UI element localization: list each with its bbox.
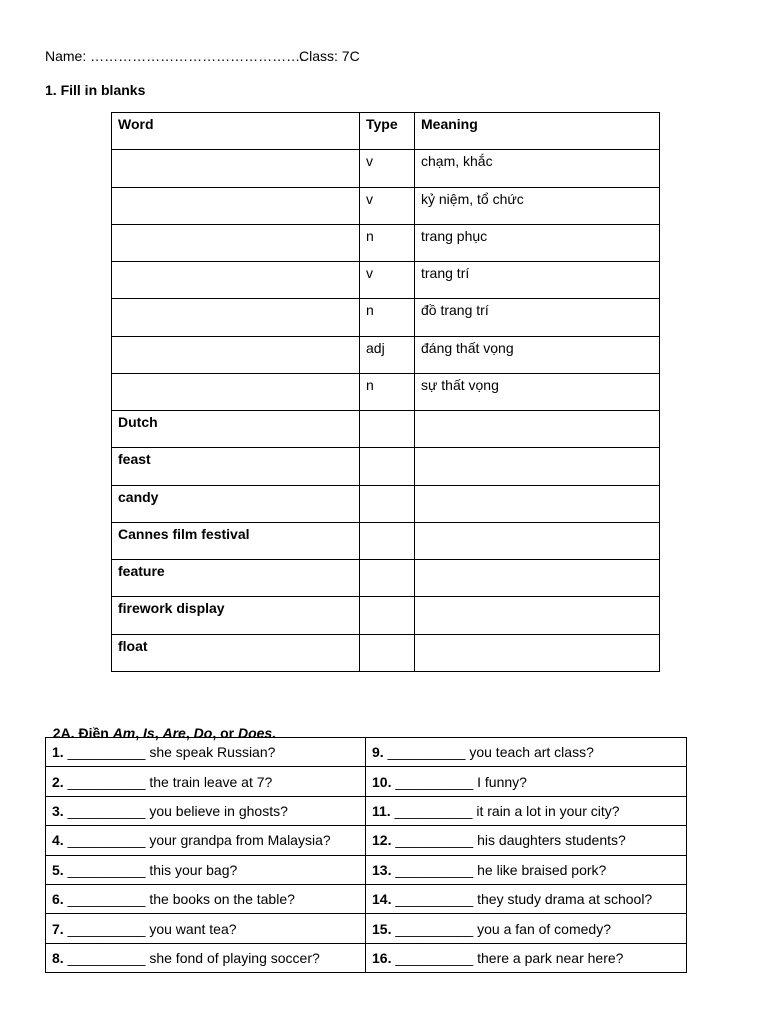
question-number: 5. [52,861,64,878]
question-number: 12. [372,832,392,849]
fill-in-table [45,737,687,973]
cell-type: v [360,150,415,187]
answer-blank[interactable]: __________ [394,802,473,819]
blank-word-cell[interactable] [112,336,360,373]
answer-blank[interactable]: __________ [67,802,146,819]
question-number: 4. [52,832,64,849]
question-text: they study drama at school? [473,891,653,908]
question-number: 14. [372,891,392,908]
cell-meaning: kỷ niệm, tổ chức [415,187,660,224]
question-item [46,767,366,796]
cell-meaning: trang trí [415,262,660,299]
question-item [366,796,687,825]
name-field[interactable]: Name: ………………………………………. [45,48,305,64]
blank-meaning-cell[interactable] [415,597,660,634]
question-number: 15. [372,920,392,937]
table-row [112,522,660,559]
blank-word-cell[interactable] [112,262,360,299]
answer-blank[interactable]: __________ [67,861,146,878]
title-separator: , or [212,725,238,741]
blank-type-cell[interactable] [360,634,415,671]
blank-type-cell[interactable] [360,560,415,597]
table-row [112,262,660,299]
answer-blank[interactable]: __________ [395,891,474,908]
answer-blank[interactable]: __________ [395,832,474,849]
answer-blank[interactable]: __________ [395,920,474,937]
blank-word-cell[interactable] [112,373,360,410]
question-item [366,884,687,913]
table-row [112,485,660,522]
question-number: 8. [52,949,64,966]
cell-word: float [112,634,360,671]
blank-meaning-cell[interactable] [415,522,660,559]
title-separator: , [154,725,163,741]
question-item [366,914,687,943]
title-keyword: Do [193,725,213,741]
question-row [46,767,687,796]
question-number: 10. [372,773,392,790]
cell-type: n [360,373,415,410]
answer-blank[interactable]: __________ [395,861,474,878]
table-row [112,411,660,448]
question-number: 13. [372,861,392,878]
blank-type-cell[interactable] [360,411,415,448]
answer-blank[interactable]: __________ [67,832,146,849]
table-row [112,187,660,224]
question-text: you believe in ghosts? [145,802,288,819]
question-number: 9. [372,744,384,761]
header-word: Word [112,113,360,150]
question-item [366,738,687,767]
cell-meaning: sự thất vọng [415,373,660,410]
table-row [112,560,660,597]
question-number: 2. [52,773,64,790]
cell-type: n [360,299,415,336]
question-row [46,826,687,855]
question-row [46,796,687,825]
answer-blank[interactable]: __________ [67,891,146,908]
question-text: I funny? [473,773,527,790]
question-number: 11. [372,802,391,819]
blank-meaning-cell[interactable] [415,448,660,485]
blank-meaning-cell[interactable] [415,560,660,597]
blank-word-cell[interactable] [112,187,360,224]
table-row [112,224,660,261]
table-row [112,150,660,187]
header-type: Type [360,113,415,150]
answer-blank[interactable]: __________ [395,773,474,790]
answer-blank[interactable]: __________ [67,744,146,761]
section-2-title-prefix: 2A. Điền [52,725,113,741]
title-keyword: Does. [237,725,277,741]
question-number: 16. [372,949,392,966]
question-row [46,884,687,913]
question-text: you a fan of comedy? [473,920,611,937]
blank-type-cell[interactable] [360,522,415,559]
table-row [112,597,660,634]
title-keyword: Is [143,725,155,741]
cell-word: candy [112,485,360,522]
question-row [46,855,687,884]
answer-blank[interactable]: __________ [67,949,146,966]
cell-word: feast [112,448,360,485]
question-number: 3. [52,802,64,819]
question-text: this your bag? [145,861,238,878]
question-item [46,826,366,855]
cell-type: v [360,187,415,224]
cell-meaning: trang phục [415,224,660,261]
question-item [46,884,366,913]
question-item [366,943,687,972]
table-row [112,299,660,336]
question-item [46,943,366,972]
cell-meaning: chạm, khắc [415,150,660,187]
question-text: you teach art class? [465,744,594,761]
question-text: she fond of playing soccer? [145,949,320,966]
cell-type: adj [360,336,415,373]
question-text: his daughters students? [473,832,626,849]
question-item [46,914,366,943]
blank-word-cell[interactable] [112,150,360,187]
table-row [112,336,660,373]
cell-word: firework display [112,597,360,634]
blank-type-cell[interactable] [360,448,415,485]
table-row [112,634,660,671]
question-item [46,796,366,825]
question-text: the books on the table? [145,891,295,908]
cell-type: v [360,262,415,299]
blank-type-cell[interactable] [360,597,415,634]
answer-blank[interactable]: __________ [387,744,466,761]
title-keyword: Am [112,725,136,741]
blank-meaning-cell[interactable] [415,634,660,671]
answer-blank[interactable]: __________ [67,773,146,790]
question-text: she speak Russian? [145,744,276,761]
table-row [112,373,660,410]
blank-word-cell[interactable] [112,299,360,336]
section-1-title: 1. Fill in blanks [45,82,146,98]
table-row [112,448,660,485]
question-item [46,855,366,884]
answer-blank[interactable]: __________ [395,949,474,966]
question-number: 6. [52,891,64,908]
blank-type-cell[interactable] [360,485,415,522]
title-keyword: Are [162,725,186,741]
question-text: there a park near here? [473,949,624,966]
question-text: the train leave at 7? [145,773,273,790]
question-item [366,855,687,884]
class-label: Class: 7C [299,48,360,64]
cell-meaning: đồ trang trí [415,299,660,336]
title-separator: , [135,725,144,741]
vocabulary-table [111,112,660,672]
table-header-row [112,113,660,150]
header-meaning: Meaning [415,113,660,150]
blank-meaning-cell[interactable] [415,485,660,522]
question-text: it rain a lot in your city? [472,802,620,819]
question-row [46,914,687,943]
question-number: 1. [52,744,64,761]
cell-word: Dutch [112,411,360,448]
blank-meaning-cell[interactable] [415,411,660,448]
question-text: you want tea? [145,920,237,937]
question-text: he like braised pork? [473,861,607,878]
question-item [366,826,687,855]
title-separator: , [185,725,194,741]
cell-word: feature [112,560,360,597]
question-row [46,738,687,767]
question-row [46,943,687,972]
question-text: your grandpa from Malaysia? [145,832,331,849]
question-item [46,738,366,767]
answer-blank[interactable]: __________ [67,920,146,937]
blank-word-cell[interactable] [112,224,360,261]
question-item [366,767,687,796]
question-number: 7. [52,920,64,937]
cell-type: n [360,224,415,261]
cell-meaning: đáng thất vọng [415,336,660,373]
cell-word: Cannes film festival [112,522,360,559]
